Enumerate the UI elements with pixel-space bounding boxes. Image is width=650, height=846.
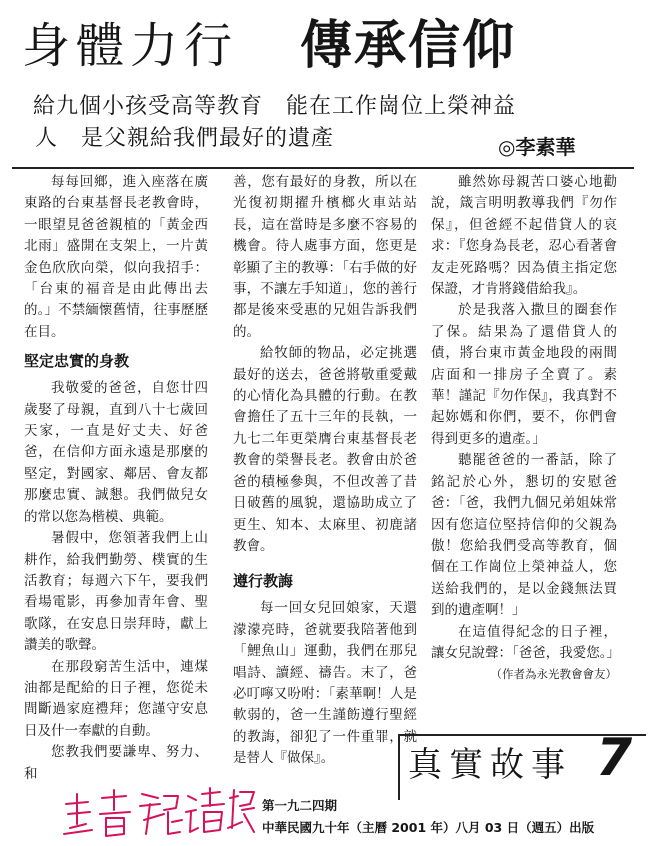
subheadline-line1: 給九個小孩受高等教育 能在工作崗位上榮神益 [33,94,517,119]
issue-number: 第一九二四期 [262,798,338,813]
author-note: （作者為永光教會會友） [490,667,617,682]
paragraph: 雖然妳母親苦口婆心地勸說，箴言明明教導我們『勿作保』，但爸經不起借貸人的哀求：『您身為長老，忍心看著會友走死路嗎？因為債主指定您保證，才肯將錢借給我』。 [431,174,617,298]
paragraph: 在那段窮苦生活中，連煤油都是配給的日子裡，您從未間斷過家庭禮拜；您謹守安息日及什一奉獻的自動。 [24,658,208,739]
column-tag: 真實故事 [408,745,572,785]
paragraph: 每每回鄉，進入座落在廣東路的台東基督長老教會時，一眼望見爸爸親植的「黃金西北雨」盛開在支架上，一片黃金色欣欣向榮，似向我招手：「台東的福音是由此傳出去的。」不禁緬懷舊情，往事歷歷在目。 [24,174,208,340]
header-divider [12,167,634,169]
paragraph: 聽罷爸爸的一番話，除了銘記於心外，懇切的安慰爸爸：「爸，我們九個兄弟姐妹常因有您這位堅持信仰的父親為傲！您給我們受高等教育，個個在工作崗位上榮神益人，您送給我們的，是以金錢無法買到的遺產啊！」 [431,452,617,619]
paragraph: 在這值得紀念的日子裡，讓女兒說聲：「爸爸，我愛您。」 [431,623,620,661]
section-heading: 遵行教誨 [233,572,294,591]
article-column-1 [24,172,208,785]
headline-part2: 傳承信仰 [300,15,517,76]
article-column-2 [233,172,417,770]
paragraph: 於是我落入撒旦的圈套作了保。結果為了還借貸人的債，將台東市黃金地段的兩間店面和一排房子全賣了。素華！謹記『勿作保』，我真對不起妳媽和你們，要不，你們會得到更多的遺產。」 [431,302,617,447]
publication-date: 中華民國九十年（主曆 2001 年）八月 03 日（週五）出版 [262,820,595,835]
author-byline: ◎李素華 [498,135,576,159]
subheadline-line2: 人 是父親給我們最好的遺產 [35,126,335,151]
paragraph: 每一回女兒回娘家，天還濛濛亮時，爸就要我陪著他到「鯉魚山」運動，我們在那兒唱詩、讀經、禱告。末了，爸必叮嚀又吩咐：「素華啊！人是軟弱的，爸一生謹飭遵行聖經的教誨，卻犯了一件重罪，就是替人『做保』。 [233,600,417,767]
paragraph: 我敬愛的爸爸，自您廿四歲娶了母親，直到八十七歲回天家，一直是好丈夫、好爸爸，在信仰方面永遠是那麼的堅定，對國家、鄰居、會友都那麼忠實、誠懇。我們做兒女的常以您為楷模、典範。 [24,380,208,525]
headline-part1: 身體力行 [22,18,239,74]
section-heading: 堅定忠實的身教 [24,352,130,371]
paragraph: 暑假中，您領著我們上山耕作，給我們勤勞、樸實的生活教育；每週六下午，要我們看場電影，再參加青年會、聖歌隊，在安息日崇拜時，獻上讚美的歌聲。 [24,530,208,654]
column-tag-number: 7 [596,728,633,788]
paragraph: 您教我們要謙卑、努力、和 [24,744,208,782]
article-column-3 [431,172,620,686]
handwritten-publication-name [60,784,256,842]
paragraph: 給牧師的物品，必定挑選最好的送去，爸爸將敬重愛戴的心情化為具體的行動。在教會擔任了五十三年的長執，一九七二年更榮膺台東基督長老教會的榮譽長老。教會由於爸爸的積極參與，不但改善了昔日破舊的風貌，還協助成立了更生、知本、太麻里、初鹿諸教會。 [233,345,417,554]
paragraph: 善，您有最好的身教，所以在光復初期擢升檳榔火車站站長，這在當時是多麼不容易的機會。待人處事方面，您更是彰顯了主的教導：「右手做的好事，不讓左手知道」，您的善行都是後來受惠的兄姐告訴我們的。 [233,174,417,340]
